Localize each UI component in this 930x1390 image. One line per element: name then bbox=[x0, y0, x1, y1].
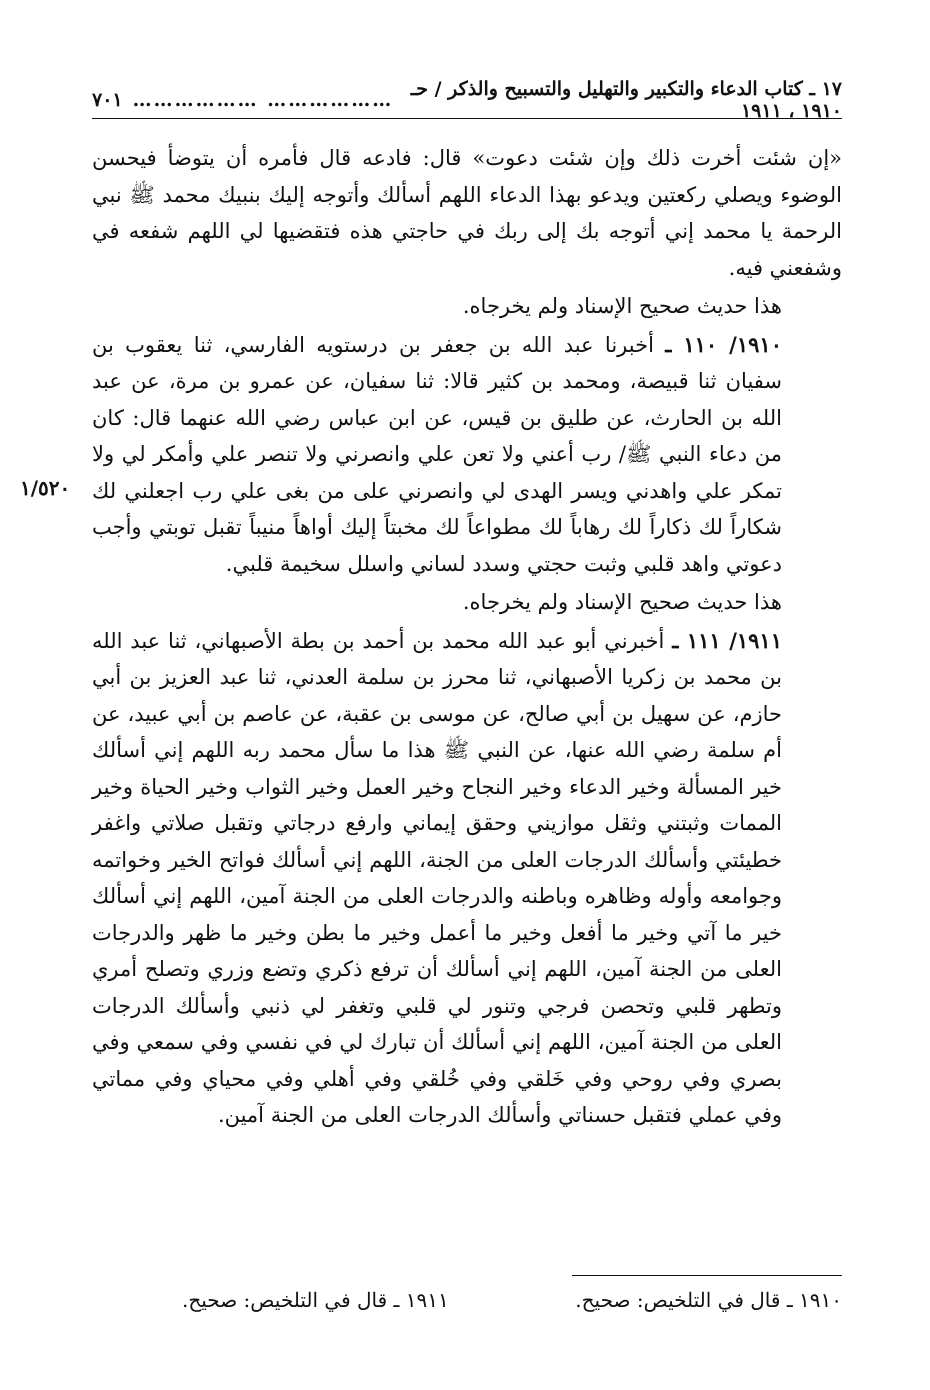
paragraph-4: هذا حديث صحيح الإسناد ولم يخرجاه. bbox=[462, 590, 782, 614]
paragraph-2: هذا حديث صحيح الإسناد ولم يخرجاه. bbox=[462, 294, 782, 318]
hadith-text-1911: أخبرني أبو عبد الله محمد بن أحمد بن بطة الأصبهاني، ثنا عبد الله بن محمد بن زكريا الأصبهاني، ثنا محرز بن سلمة العدني، ثنا عبد العزيز بن أبي حازم، عن سهيل بن أبي صالح، عن موسى بن عقبة، عن عاصم بن أبي عبيد، عن أم سلمة رضي الله عنها، عن النبي ﷺ هذا ما سأل محمد ربه اللهم إني أسألك خير المسألة وخير الدعاء وخير النجاح وخير العمل وخير الثواب وخير الحياة وخير الممات وثبتني وثقل موازيني وحقق إيماني وارفع درجاتي وتقبل صلاتي واغفر خطيئتي وأسألك الدرجات العلى من الجنة، اللهم إني أسألك فواتح الخير وخواتمه وجوامعه وأوله وظاهره وباطنه والدرجات العلى من الجنة آمين، اللهم إني أسألك خير ما آتي وخير ما أفعل وخير ما أعمل وخير ما بطن وخير ما ظهر والدرجات العلى من الجنة آمين، اللهم إني أسألك أن ترفع ذكري وتضع وزري وتصلح أمري وتطهر قلبي وتحصن فرجي وتنور لي قلبي وتغفر لي ذنبي وأسألك الدرجات العلى من الجنة آمين، اللهم إني أسألك أن تبارك لي في نفسي وفي سمعي وفي بصري وفي روحي وفي خَلقي وفي خُلقي وفي أهلي وفي محياي وفي مماتي وفي عملي فتقبل حسناتي وأسألك الدرجات العلى من الجنة آمين. bbox=[92, 628, 782, 1127]
hadith-number-1910: ١٩١٠/ ١١٠ ـ bbox=[665, 331, 782, 357]
footnotes bbox=[92, 1288, 842, 1312]
main-text bbox=[92, 140, 842, 1134]
hadith-1910 bbox=[92, 327, 842, 583]
footnote-1911: ١٩١١ ـ قال في التلخيص: صحيح. bbox=[182, 1288, 449, 1312]
paragraph-1: «إن شئت أخرت ذلك وإن شئت دعوت» قال: فادعه قال فأمره أن يتوضأ فيحسن الوضوء ويصلي ركعتين ويدعو بهذا الدعاء اللهم أسألك وأتوجه إليك بنبيك محمد ﷺ نبي الرحمة يا محمد إني أتوجه بك إلى ربك في حاجتي هذه فتقضيها لي اللهم شفعه في وشفعني فيه. bbox=[92, 146, 842, 280]
margin-reference: ١/٥٢٠ bbox=[20, 476, 71, 500]
running-header bbox=[92, 78, 842, 122]
header-dots: ……………… ……………… bbox=[132, 89, 394, 111]
hadith-1911 bbox=[92, 623, 842, 1134]
footnote-rule bbox=[572, 1275, 842, 1276]
footnote-1910: ١٩١٠ ـ قال في التلخيص: صحيح. bbox=[575, 1288, 842, 1312]
hadith-number-1911: ١٩١١/ ١١١ ـ bbox=[672, 627, 782, 653]
header-title: ١٧ ـ كتاب الدعاء والتكبير والتهليل والتسبيح والذكر / حـ ١٩١٠ ، ١٩١١ bbox=[410, 78, 842, 122]
page-number: ٧٠١ bbox=[92, 89, 123, 111]
hadith-text-1910: أخبرنا عبد الله بن جعفر بن درستويه الفارسي، ثنا يعقوب بن سفيان ثنا قبيصة، ومحمد بن كثير قالا: ثنا سفيان، عن عمرو بن مرة، عن عبد الله بن الحارث، عن طليق بن قيس، عن ابن عباس رضي الله عنهما قال: كان من دعاء النبي ﷺ/ رب أعني ولا تعن علي وانصرني ولا تنصر علي وأمكر لي ولا تمكر علي واهدني ويسر الهدى لي وانصرني على من بغى علي رب اجعلني لك شكاراً لك ذكاراً لك رهاباً لك مطواعاً لك مخبتاً إليك أواهاً منيباً تقبل توبتي وأجب دعوتي واهد قلبي وثبت حجتي وسدد لساني واسلل سخيمة قلبي. bbox=[92, 332, 782, 576]
